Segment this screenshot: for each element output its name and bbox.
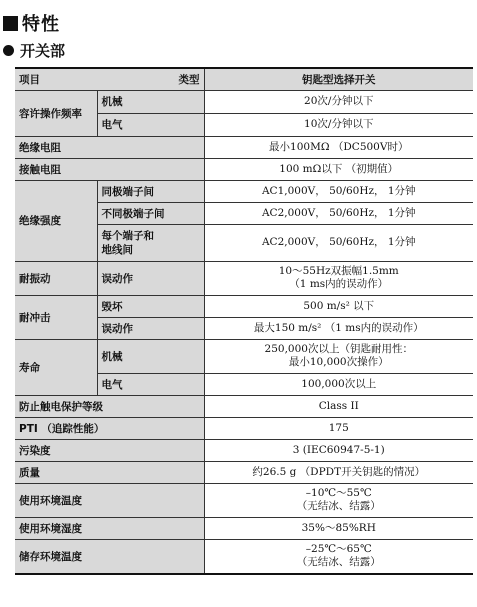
row-value-line: （1 ms内的误动作）: [289, 278, 389, 290]
row-label: 绝缘电阻: [15, 136, 204, 158]
row-value-line: –25℃～65℃: [305, 543, 372, 556]
row-label: 使用环境湿度: [15, 517, 204, 539]
row-sublabel: 误动作: [97, 317, 204, 339]
row-sublabel: [97, 224, 204, 261]
row-label: 耐冲击: [15, 295, 97, 339]
circle-bullet-icon: [3, 45, 14, 56]
table-row: [15, 417, 473, 439]
row-value: [204, 539, 473, 574]
row-value: 约26.5 g （DPDT开关钥匙的情况）: [204, 461, 473, 483]
row-label: 耐振动: [15, 261, 97, 295]
row-value: Class II: [204, 395, 473, 417]
section-title: [3, 9, 60, 37]
row-label-frequency: 容许操作频率: [15, 90, 97, 136]
row-label: 储存环境温度: [15, 539, 204, 574]
row-value: 20次/分钟以下: [204, 90, 473, 113]
subsection-title: [3, 40, 65, 60]
row-value: AC2,000V， 50/60Hz， 1分钟: [204, 202, 473, 224]
table-row: [15, 483, 473, 517]
header-type: 类型: [97, 68, 204, 90]
row-sublabel: 误动作: [97, 261, 204, 295]
row-value: 35%～85%RH: [204, 517, 473, 539]
row-value: 100 mΩ以下 （初期值）: [204, 158, 473, 180]
header-product: 钥匙型选择开关: [204, 68, 473, 90]
row-label: 使用环境温度: [15, 483, 204, 517]
row-value-line: （无结冰、结露）: [296, 500, 381, 512]
table-row: [15, 395, 473, 417]
row-label: 质量: [15, 461, 204, 483]
row-sublabel: 机械: [97, 339, 204, 373]
section-title-text: 特性: [22, 14, 60, 35]
row-value: 最大150 m/s² （1 ms内的误动作）: [204, 317, 473, 339]
row-value: 3 (IEC60947-5-1): [204, 439, 473, 461]
row-value: 100,000次以上: [204, 373, 473, 395]
row-label: PTI （追踪性能）: [15, 417, 204, 439]
table-row: [15, 261, 473, 295]
row-value-line: 10～55Hz双振幅1.5mm: [278, 265, 399, 277]
subsection-title-text: 开关部: [20, 41, 66, 60]
table-row: [15, 158, 473, 180]
row-value: 10次/分钟以下: [204, 113, 473, 136]
table-row: [15, 339, 473, 373]
table-row: [15, 180, 473, 202]
row-value: 最小100MΩ （DC500V时）: [204, 136, 473, 158]
row-value-line: –10℃～55℃: [305, 487, 372, 499]
row-value: 175: [204, 417, 473, 439]
row-sublabel: 不同极端子间: [97, 202, 204, 224]
row-value: [204, 483, 473, 517]
row-label: 接触电阻: [15, 158, 204, 180]
row-value: 500 m/s² 以下: [204, 295, 473, 317]
table-row: [15, 439, 473, 461]
row-label: 寿命: [15, 339, 97, 395]
row-sublabel-line: 地线间: [101, 243, 133, 256]
row-sublabel: 同极端子间: [97, 180, 204, 202]
row-label: 污染度: [15, 439, 204, 461]
square-bullet-icon: [3, 16, 18, 31]
row-sublabel: 电气: [97, 373, 204, 395]
table-row: [15, 461, 473, 483]
row-sublabel-line: 每个端子和: [101, 229, 154, 242]
table-row: [15, 539, 473, 574]
table-row: [15, 517, 473, 539]
spec-table: [15, 67, 473, 575]
row-value-line: （无结冰、结露）: [296, 556, 381, 569]
table-row: [15, 295, 473, 317]
row-sublabel: 电气: [97, 113, 204, 136]
row-sublabel: 毁坏: [97, 295, 204, 317]
row-label: 绝缘强度: [15, 180, 97, 261]
table-row: [15, 136, 473, 158]
row-value: AC2,000V， 50/60Hz， 1分钟: [204, 224, 473, 261]
header-item: 项目: [15, 68, 97, 90]
row-value: AC1,000V， 50/60Hz， 1分钟: [204, 180, 473, 202]
row-label: 防止触电保护等级: [15, 395, 204, 417]
row-value-line: 250,000次以上（钥匙耐用性：: [264, 343, 413, 355]
row-value: [204, 339, 473, 373]
row-value-line: 最小10,000次操作）: [288, 356, 389, 368]
table-header-row: [15, 68, 473, 90]
row-value: [204, 261, 473, 295]
table-row: [15, 90, 473, 113]
row-sublabel: 机械: [97, 90, 204, 113]
